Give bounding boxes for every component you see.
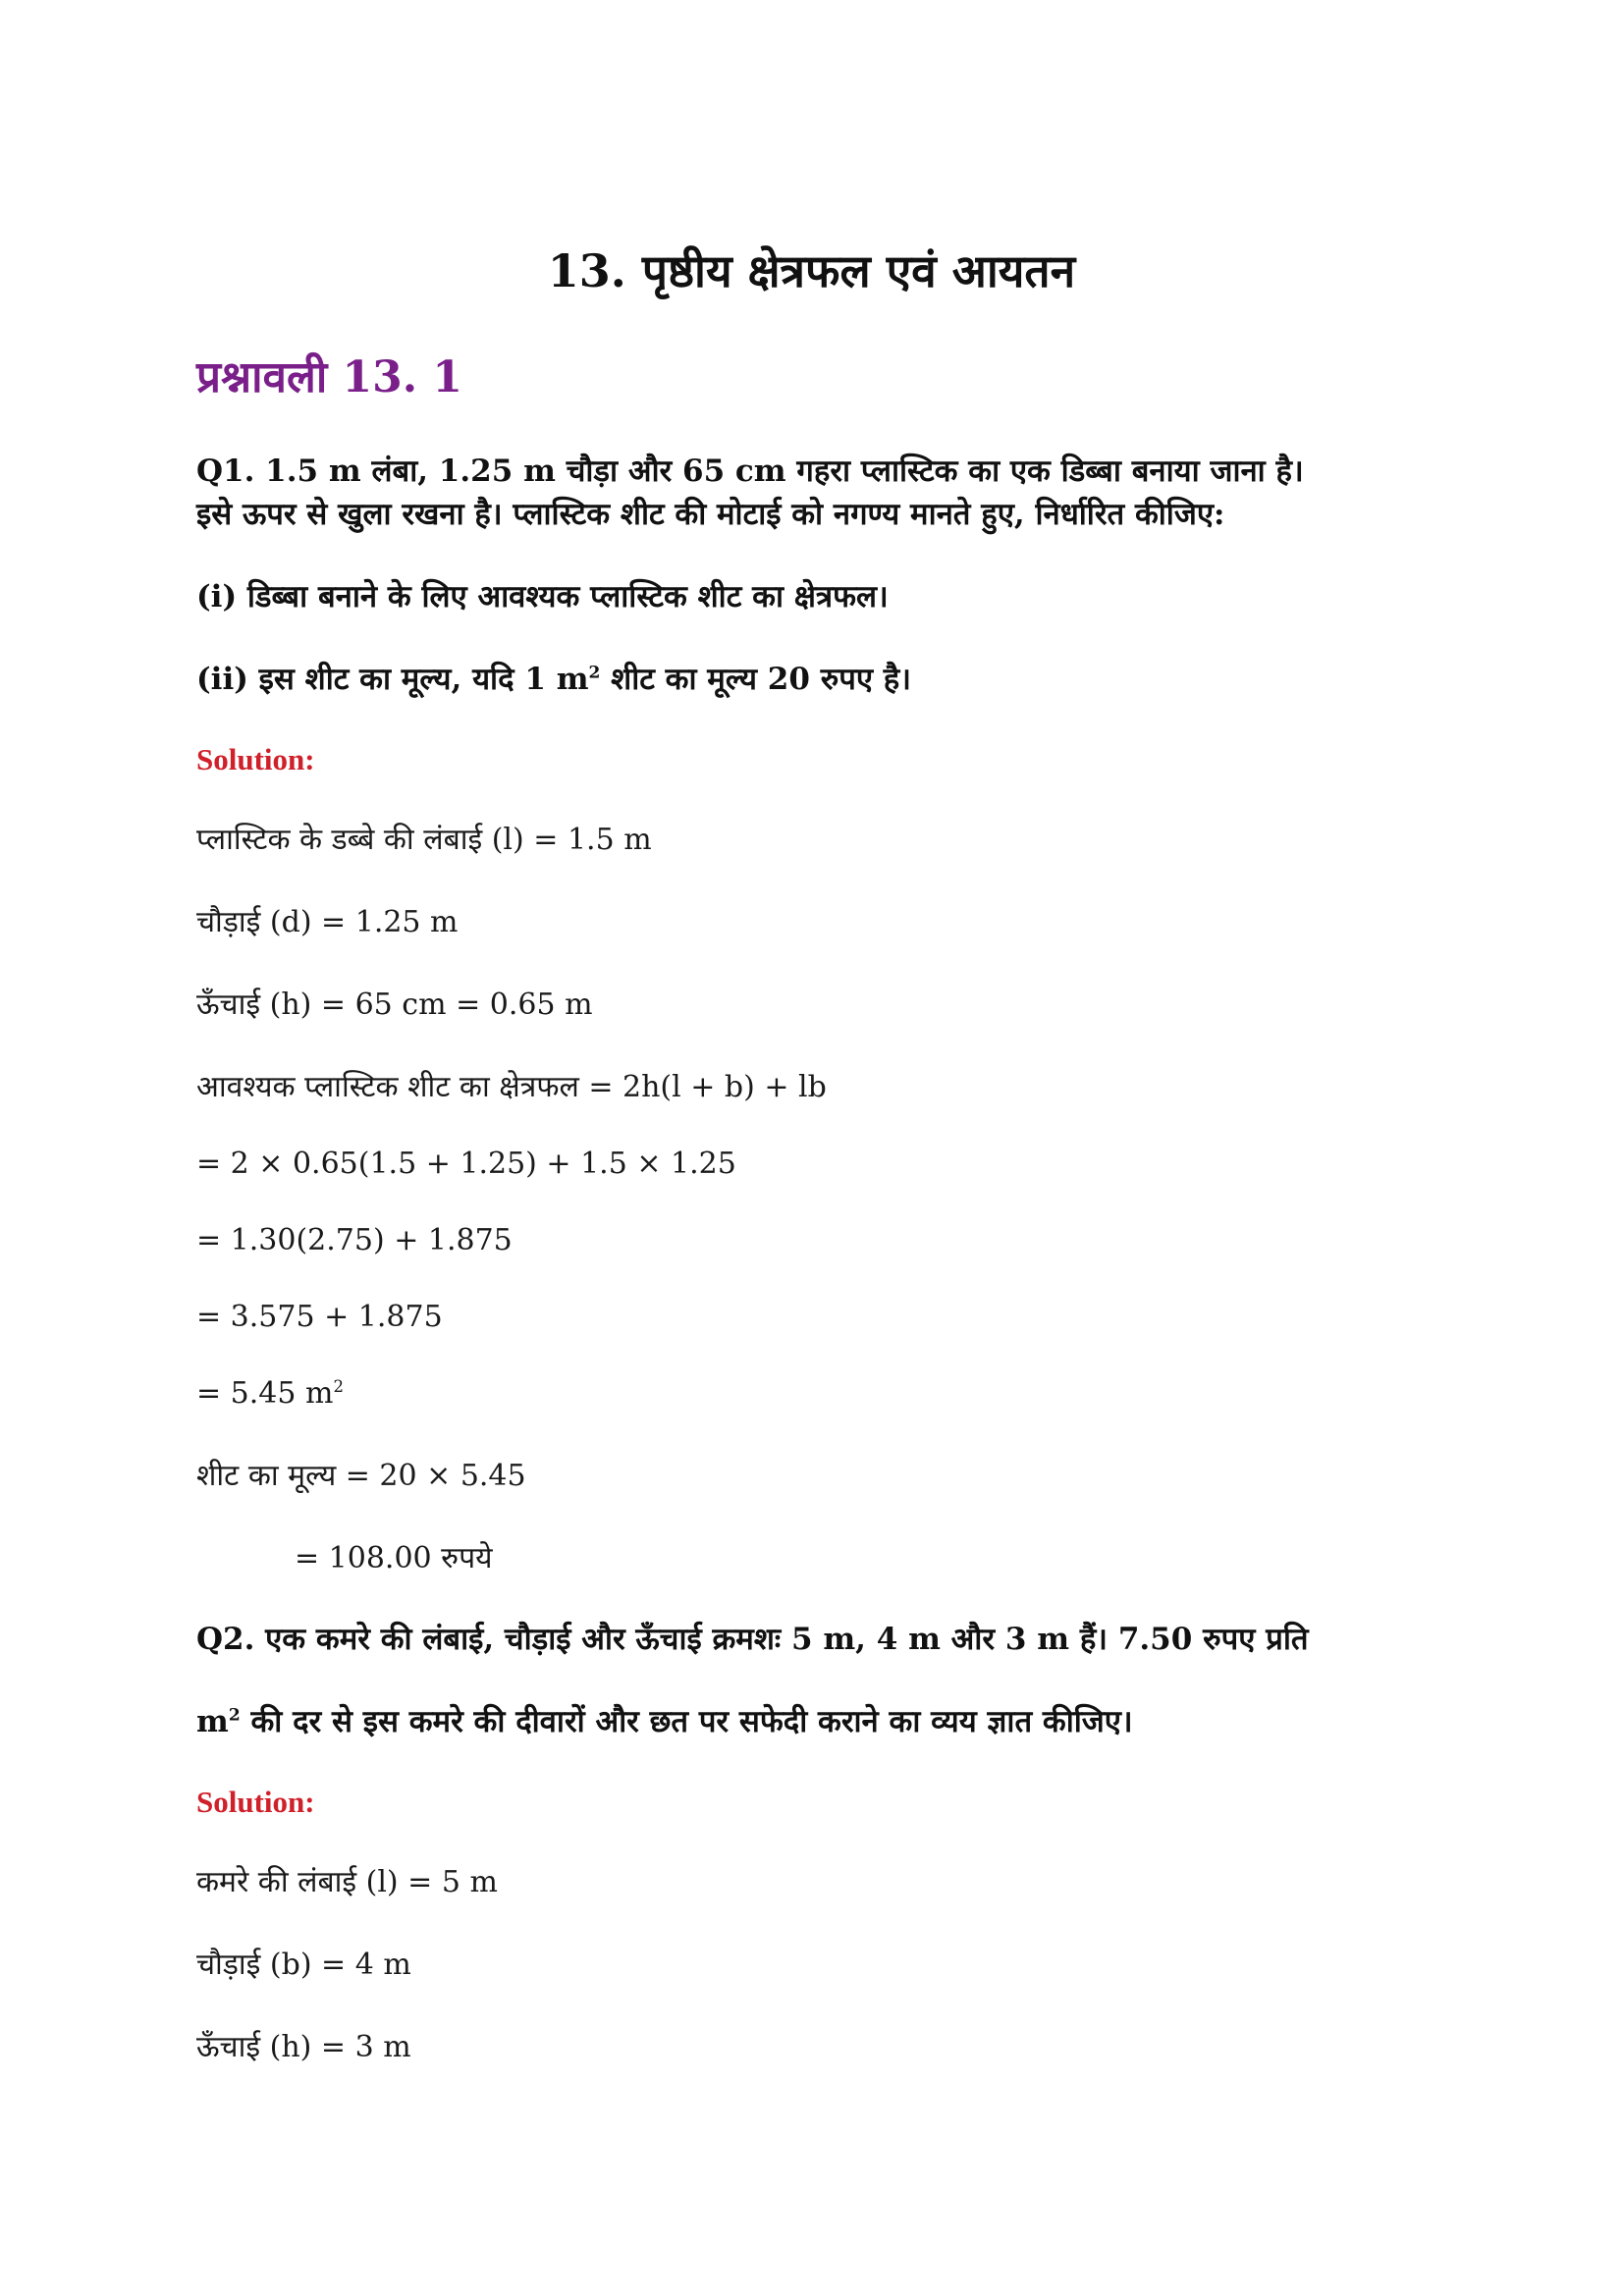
chapter-title: 13. पृष्ठीय क्षेत्रफल एवं आयतन: [547, 244, 1076, 297]
q1-part-i: (i) डिब्बा बनाने के लिए आवश्यक प्लास्टिक शीट का क्षेत्रफल।: [196, 579, 889, 614]
q1-part-ii-text-b: शीट का मूल्य 20 रुपए है।: [600, 662, 912, 697]
q1-solution-label: Solution:: [196, 742, 315, 776]
q1-step-breadth: चौड़ाई (d) = 1.25 m: [196, 905, 459, 939]
q2-text-line-2-a: m: [196, 1704, 229, 1739]
q2-solution-label: Solution:: [196, 1785, 315, 1819]
q2-text-line-1: Q2. एक कमरे की लंबाई, चौड़ाई और ऊँचाई क्रमशः 5 m, 4 m और 3 m हैं। 7.50 रुपए प्रति: [196, 1622, 1309, 1657]
q1-part-ii-text-a: (ii) इस शीट का मूल्य, यदि 1 m: [196, 662, 589, 697]
q1-step-sum: = 3.575 + 1.875: [196, 1300, 443, 1334]
q1-part-ii-superscript: 2: [588, 663, 601, 683]
q2-step-length: कमरे की लंबाई (l) = 5 m: [196, 1865, 498, 1899]
q1-area-result-text: = 5.45 m: [196, 1376, 334, 1411]
q2-step-height: ऊँचाई (h) = 3 m: [196, 2030, 411, 2064]
q1-step-cost: शीट का मूल्य = 20 × 5.45: [196, 1459, 526, 1493]
q2-text-line-2-b: की दर से इस कमरे की दीवारों और छत पर सफेदी कराने का व्यय ज्ञात कीजिए।: [240, 1704, 1133, 1739]
q1-step-simplify: = 1.30(2.75) + 1.875: [196, 1223, 513, 1257]
q1-text-line-2: इसे ऊपर से खुला रखना है। प्लास्टिक शीट की मोटाई को नगण्य मानते हुए, निर्धारित कीजिए:: [196, 497, 1225, 532]
q1-step-area-formula: आवश्यक प्लास्टिक शीट का क्षेत्रफल = 2h(l + b) + lb: [196, 1070, 827, 1104]
exercise-heading: प्रश्नावली 13. 1: [196, 352, 463, 402]
q1-step-cost-result: = 108.00 रुपये: [295, 1541, 493, 1575]
q2-text-line-2: [196, 1700, 1133, 1743]
q2-text-superscript: 2: [228, 1705, 241, 1726]
q1-part-ii: [196, 658, 911, 701]
q1-step-area-result: [196, 1372, 344, 1415]
q1-step-substitution: = 2 × 0.65(1.5 + 1.25) + 1.5 × 1.25: [196, 1147, 736, 1181]
q1-step-length: प्लास्टिक के डब्बे की लंबाई (l) = 1.5 m: [196, 823, 652, 857]
q2-step-breadth: चौड़ाई (b) = 4 m: [196, 1948, 411, 1982]
q1-text-line-1: Q1. 1.5 m लंबा, 1.25 m चौड़ा और 65 cm गहरा प्लास्टिक का एक डिब्बा बनाया जाना है।: [196, 454, 1304, 489]
q1-area-result-superscript: 2: [333, 1377, 344, 1396]
q1-step-height: ऊँचाई (h) = 65 cm = 0.65 m: [196, 988, 593, 1022]
